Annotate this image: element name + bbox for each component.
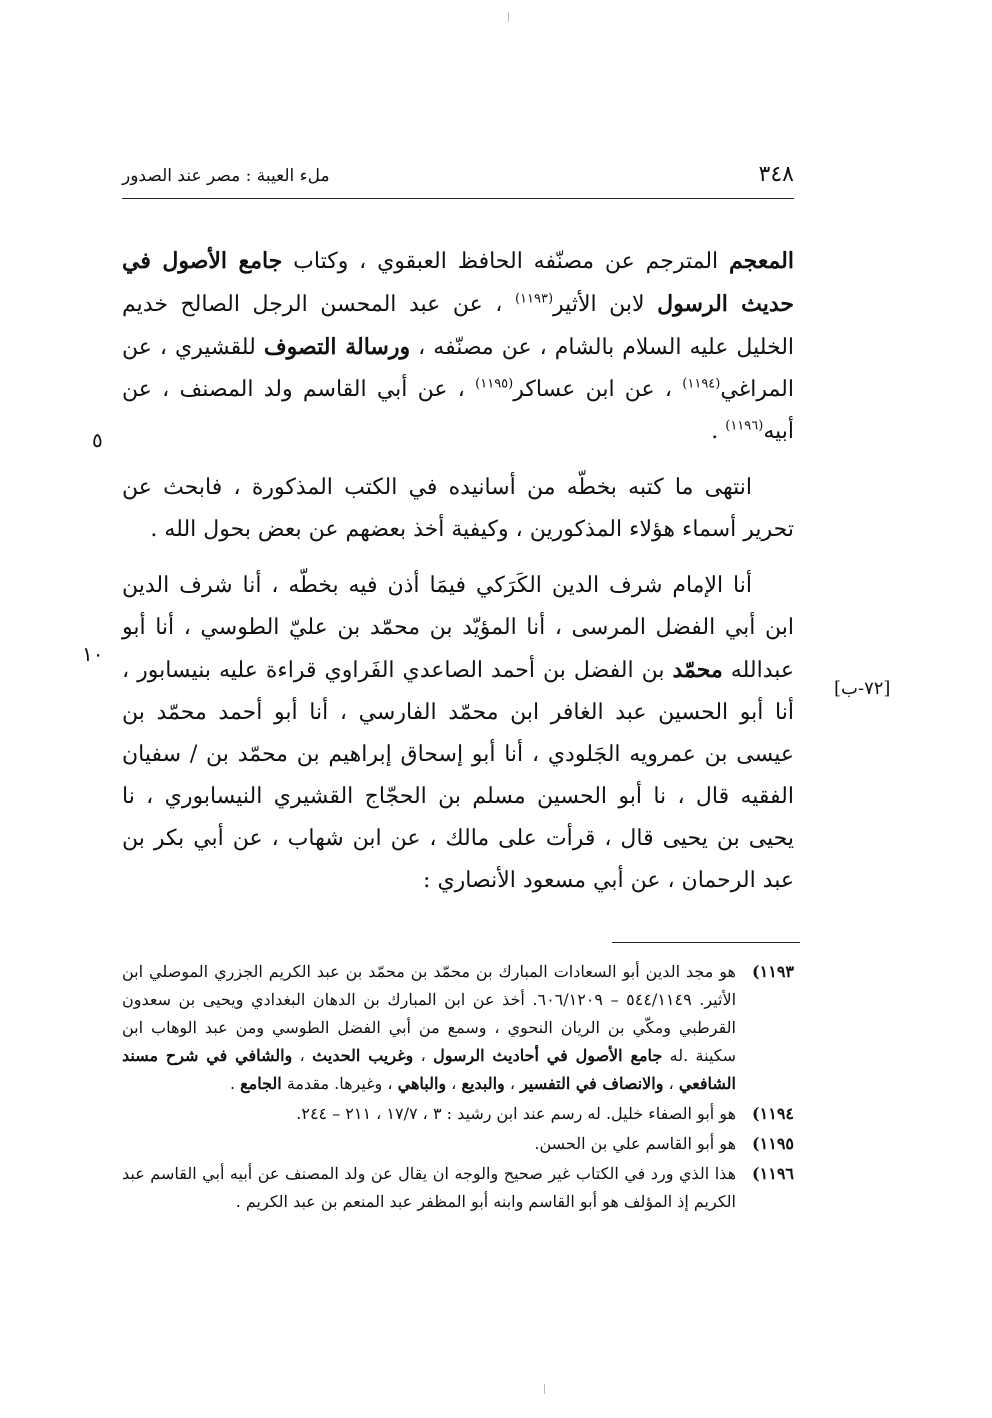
book-title: والشافي في شرح مسند الشافعي <box>122 1046 736 1093</box>
text-run: ، <box>413 1046 434 1065</box>
text-run: ، عن ابن عساكر <box>513 377 683 402</box>
footnote-ref[interactable]: (١١٩٦) <box>725 418 764 434</box>
text-run: بن الفضل بن أحمد الصاعدي الفَراوي قراءة عليه بنيسابور ، أنا أبو الحسين عبد الغافر ابن محمّد الفارسي ، أنا أبو أحمد محمّد بن عيسى بن عمرويه الجَلودي ، أنا أبو إسحاق إبراهيم بن محمّد بن / سفيان الفقيه قال ، نا أبو الحسين مسلم بن الحجّاج القشيري النيسابوري ، نا يحيى بن يحيى قال ، قرأت على مالك ، عن ابن شهاب ، عن أبي بكر بن عبد الرحمان ، عن أبي مسعود الأنصاري : <box>122 658 794 893</box>
folio-reference: [٧٢-ب] <box>834 678 891 699</box>
book-title: والانصاف في التفسير <box>520 1074 664 1093</box>
text-run: ، <box>663 1074 679 1093</box>
text-run: أنا الإمام شرف الدين الكَرَكي فيمَا أذن فيه بخطّه ، أنا شرف الدين ابن أبي الفضل المرسى ، أنا المؤيّد بن محمّد بن عليّ الطوسي ، أنا أبو عبدالله <box>122 573 795 683</box>
scan-mark-bottom <box>544 1384 545 1394</box>
footnote-ref[interactable]: (١١٩٥) <box>475 376 514 392</box>
footnote-text: هو أبو الصفاء خليل. له رسم عند ابن رشيد : ٣ ، ١٧/٧ ، ٢١١ – ٢٤٤. <box>296 1104 736 1123</box>
footnote-number: ١١٩٦) <box>752 1164 794 1183</box>
footnote-1195 <box>122 1130 794 1158</box>
book-title: والباهي <box>397 1074 447 1093</box>
footnote-text: هذا الذي ورد في الكتاب غير صحيح والوجه ان يقال عن ولد المصنف عن أبيه أبي القاسم عبد الكريم إذ المؤلف هو أبو القاسم وابنه أبو المظفر عبد المنعم بن عبد الكريم . <box>122 1164 736 1211</box>
footnote-number: ١١٩٣) <box>752 962 794 981</box>
paragraph-2: انتهى ما كتبه بخطّه من أسانيده في الكتب المذكورة ، فابحث عن تحرير أسماء هؤلاء المذكورين ، وكيفية أخذ بعضهم عن بعض بحول الله . <box>122 475 794 542</box>
footnote-text <box>122 958 736 1098</box>
paragraph-1 <box>122 240 794 453</box>
running-title: ملء العيبة : مصر عند الصدور <box>122 166 330 186</box>
bold-term: المعجم <box>729 248 794 274</box>
footnote-text: هو أبو القاسم علي بن الحسن. <box>534 1134 736 1153</box>
main-text <box>122 240 794 902</box>
book-title: الجامع <box>240 1074 282 1093</box>
text-run: لابن الأثير <box>553 292 658 317</box>
paragraph-3 <box>122 565 794 902</box>
footnote-1196 <box>122 1160 794 1216</box>
text-run: ، عن أبي القاسم ولد المصنف ، عن أبيه <box>122 377 794 444</box>
bold-term: محمّد <box>672 657 723 683</box>
book-title: وغريب الحديث <box>312 1046 414 1065</box>
footnote-1193 <box>122 958 794 1098</box>
line-number-10: ١٠ <box>82 642 104 666</box>
footnote-ref[interactable]: (١١٩٣) <box>514 291 554 307</box>
footnote-ref[interactable]: (١١٩٤) <box>682 376 721 392</box>
text-run: ، <box>292 1046 313 1065</box>
text-run: المترجم عن مصنّفه الحافظ العبقوي ، وكتاب <box>282 249 729 274</box>
book-title: جامع الأصول في أحاديث الرسول <box>433 1046 663 1065</box>
text-run: هو مجد الدين أبو السعادات المبارك بن محمّد بن محمّد بن عبد الكريم الجزري الموصلي ابن الأثير. ٥٤٤/١١٤٩ – ٦٠٦/١٢٠٩. أخذ عن ابن المبارك بن الدهان البغدادي ويحيى بن سعدون القرطبي ومكّي بن الريان النحوي ، وسمع من أبي الفضل الطوسي ومن عبد الوهاب ابن سكينة .له <box>122 962 737 1065</box>
footnote-number: ١١٩٤) <box>752 1104 794 1123</box>
bold-term: جامع الأصول في حديث الرسول <box>122 248 794 317</box>
footnotes <box>122 958 794 1218</box>
text-run: ، عن عبد المحسن الرجل الصالح خديم الخليل عليه السلام بالشام ، عن مصنّفه ، <box>122 292 795 360</box>
text-run: ، <box>504 1074 521 1093</box>
book-title: والبديع <box>461 1074 505 1093</box>
footnote-1194 <box>122 1100 794 1128</box>
text-run: ، وغيرها. مقدمة <box>281 1074 398 1093</box>
page-header <box>122 158 794 199</box>
text-run: ، <box>446 1074 462 1093</box>
page-number: ٣٤٨ <box>758 162 794 187</box>
bold-term: ورسالة التصوف <box>263 334 411 360</box>
text-run: للقشيري ، عن المراغي <box>122 335 795 402</box>
footnote-number: ١١٩٥) <box>752 1134 794 1153</box>
line-number-5: ٥ <box>92 428 103 452</box>
text-run: . <box>229 1074 241 1093</box>
footnote-separator <box>612 942 800 943</box>
scan-mark-top <box>508 12 509 22</box>
text-run: . <box>711 419 726 444</box>
